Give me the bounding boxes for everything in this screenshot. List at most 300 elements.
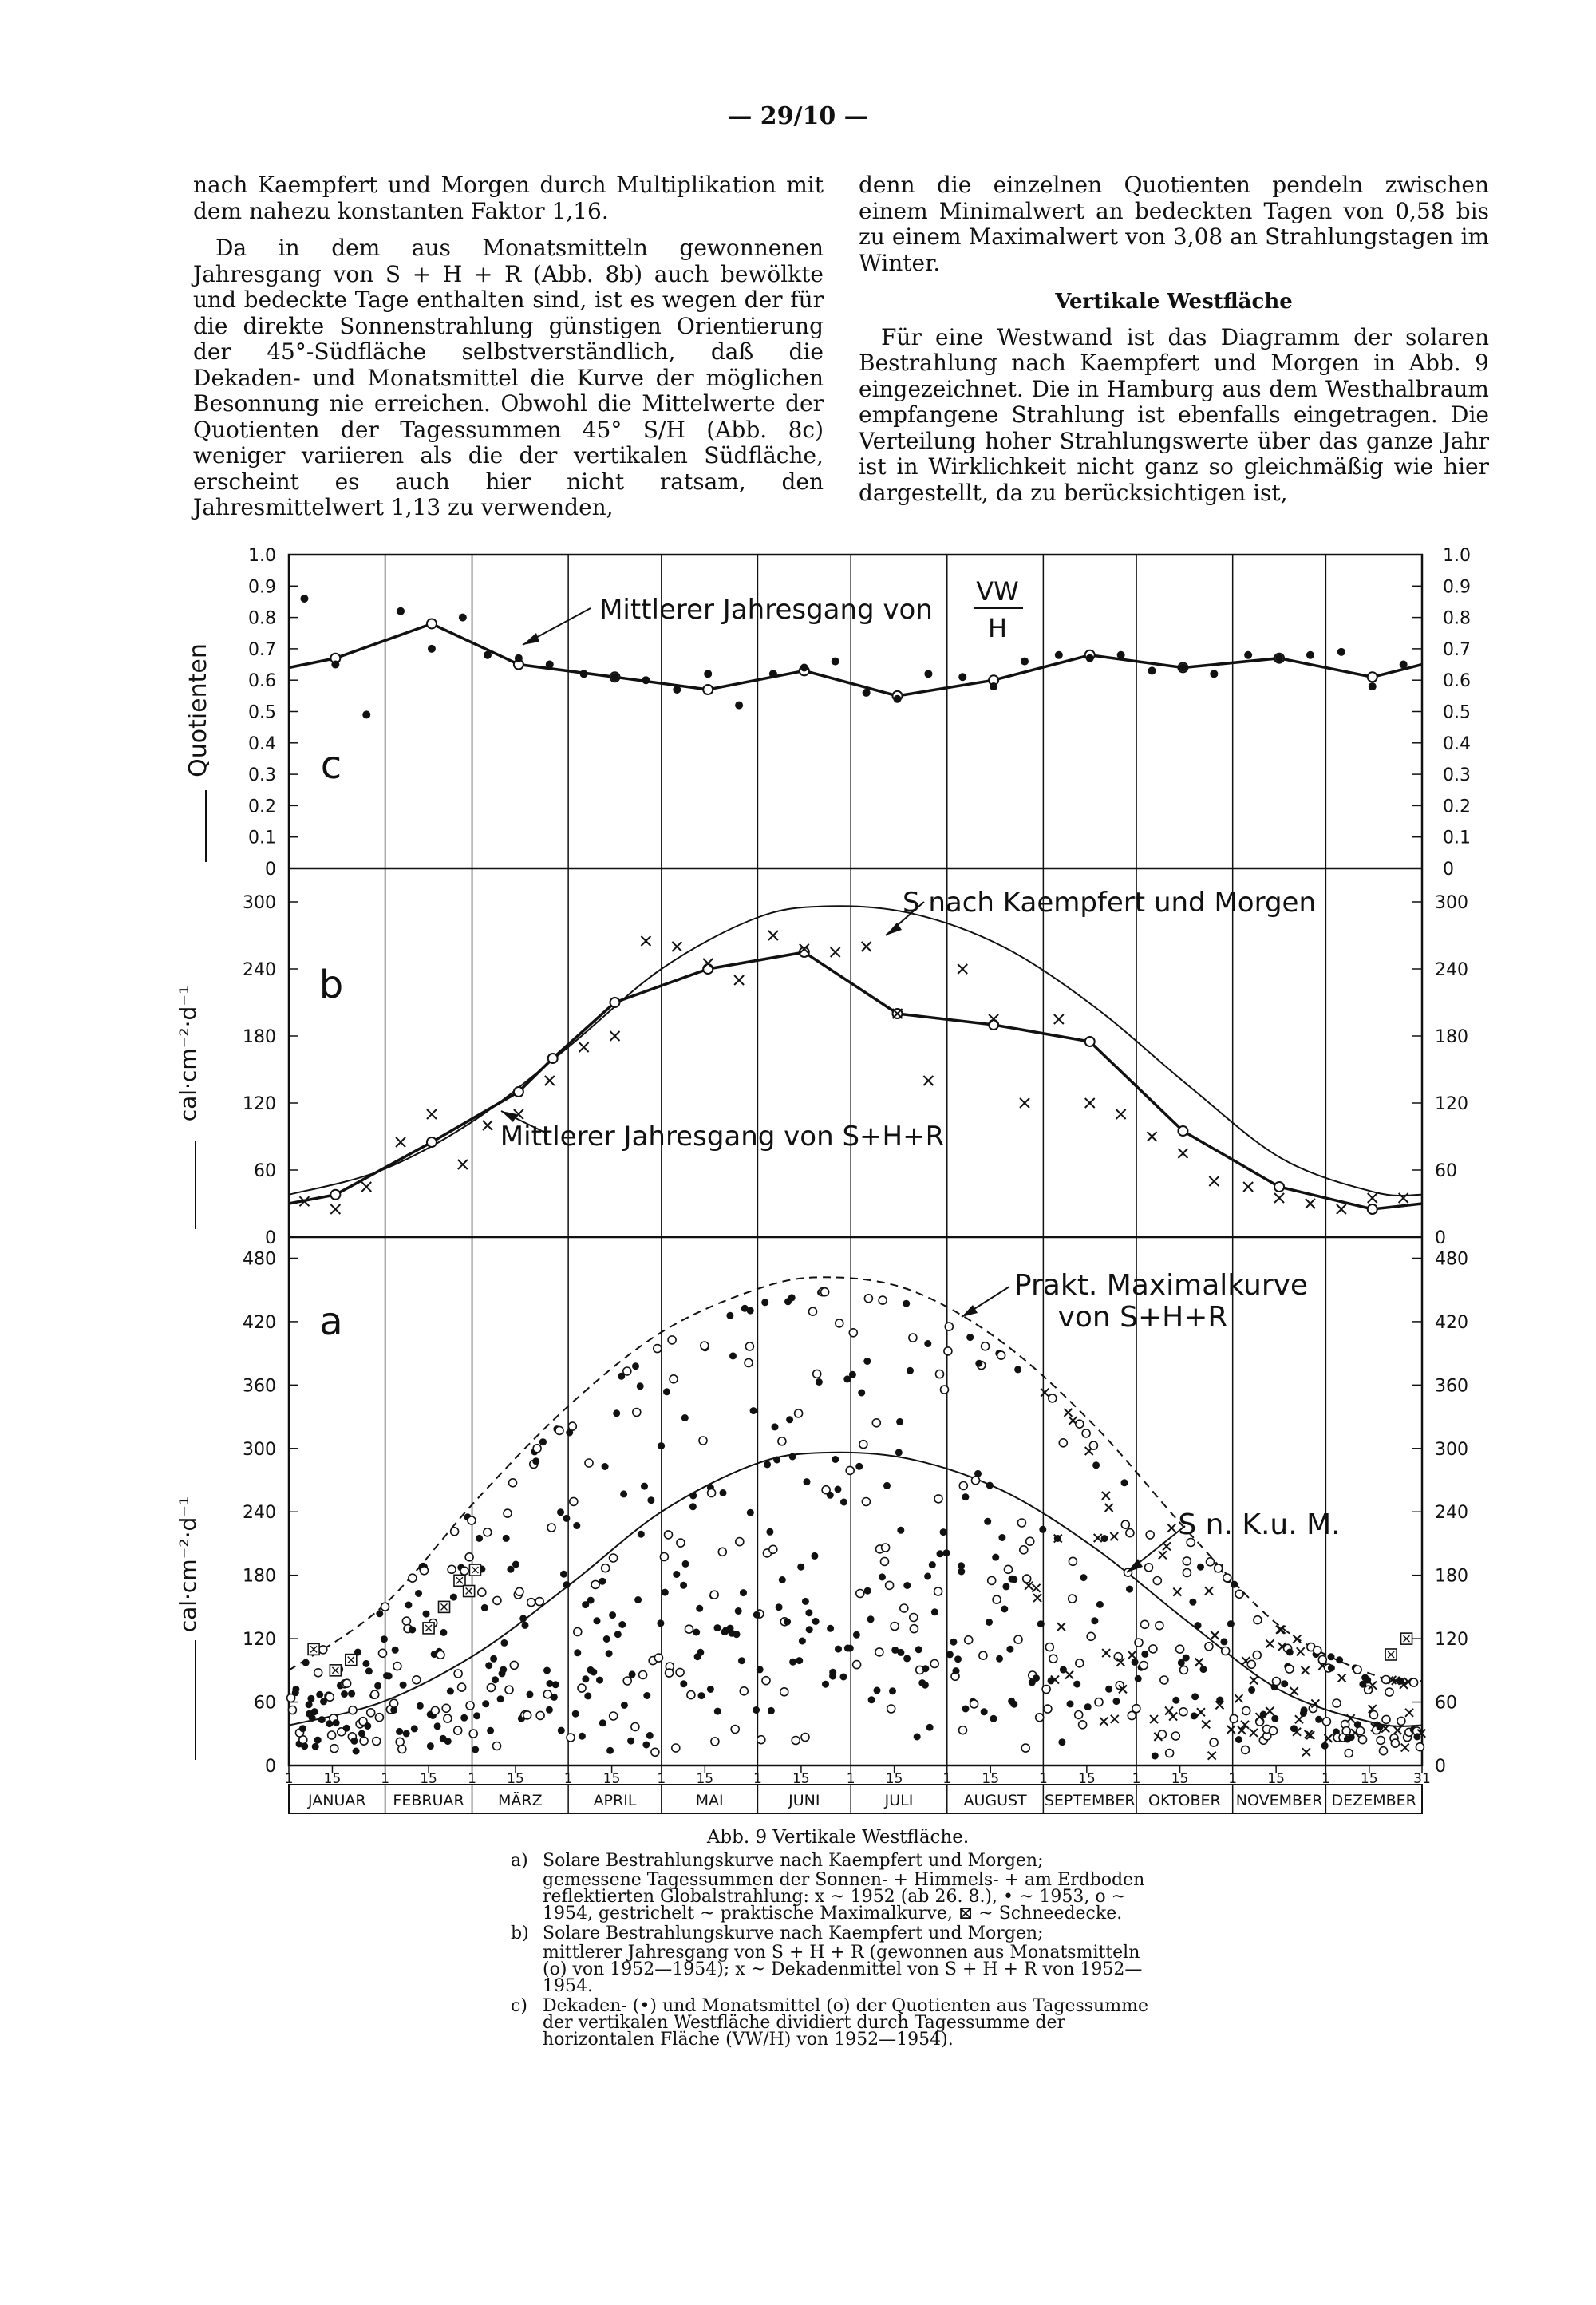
data-point-1953 xyxy=(314,1737,322,1744)
data-point-monthly xyxy=(427,1137,437,1147)
month-label: MAI xyxy=(695,1792,724,1809)
data-point-1953 xyxy=(374,1682,381,1690)
data-point-1953 xyxy=(858,1390,865,1397)
data-point-1953 xyxy=(855,1463,863,1470)
data-point-1953 xyxy=(1152,1753,1159,1760)
y-tick-label: 480 xyxy=(243,1249,276,1270)
data-point-1954 xyxy=(930,1660,938,1668)
data-point-1953 xyxy=(812,1618,820,1625)
data-point-decade xyxy=(428,645,436,653)
data-point-1954 xyxy=(1342,1727,1350,1735)
data-point-1953 xyxy=(641,1483,648,1490)
data-point-1953 xyxy=(552,1681,559,1688)
data-point-1954 xyxy=(1410,1678,1418,1686)
data-point-1954 xyxy=(591,1580,599,1588)
data-point-1953 xyxy=(996,1655,1003,1663)
data-point-1953 xyxy=(832,1456,839,1463)
data-point-1953 xyxy=(598,1578,606,1585)
data-point-1953 xyxy=(903,1582,911,1589)
x-tick-label: 1 xyxy=(468,1771,476,1787)
data-point-1953 xyxy=(689,1503,697,1510)
y-tick-label: 0.7 xyxy=(248,639,276,660)
data-point-1954 xyxy=(993,1595,1001,1603)
y-tick-label: 420 xyxy=(243,1312,276,1333)
data-point-decade xyxy=(1178,1149,1187,1158)
data-point-1953 xyxy=(986,1619,993,1626)
data-point-1954 xyxy=(900,1604,908,1612)
data-point-1954 xyxy=(487,1684,495,1692)
data-point-1953 xyxy=(1183,1655,1190,1662)
y-tick-label: 300 xyxy=(1435,893,1468,913)
data-point-1953 xyxy=(879,1573,886,1580)
data-point-1953 xyxy=(1073,1681,1080,1688)
data-point-1954 xyxy=(882,1544,890,1552)
data-point-1953 xyxy=(472,1746,479,1753)
y-tick-label: 180 xyxy=(1435,1027,1468,1047)
data-point-1954 xyxy=(1156,1622,1163,1630)
data-point-1954 xyxy=(493,1742,501,1750)
data-point-1953 xyxy=(492,1676,499,1683)
page-number: — 29/10 — xyxy=(728,102,868,130)
data-point-1952 xyxy=(1227,1726,1235,1734)
data-point-1954 xyxy=(934,1495,942,1503)
caption-title: Abb. 9 Vertikale Westfläche. xyxy=(706,1827,970,1848)
data-point-1952 xyxy=(1165,1707,1173,1715)
data-point-decade xyxy=(330,1204,340,1214)
data-point-1954 xyxy=(1023,1575,1031,1583)
data-point-1952 xyxy=(1197,1708,1205,1716)
data-point-1953 xyxy=(341,1690,348,1698)
data-point-1954 xyxy=(288,1706,296,1714)
data-point-1953 xyxy=(1220,1638,1227,1645)
data-point-1954 xyxy=(982,1342,990,1350)
data-point-1954 xyxy=(687,1691,695,1699)
x-tick-label: 15 xyxy=(792,1771,810,1787)
y-tick-label: 0.8 xyxy=(248,608,276,629)
data-point-1953 xyxy=(606,1747,614,1754)
data-point-1954 xyxy=(1014,1635,1022,1643)
data-point-decade xyxy=(1054,1014,1064,1024)
data-point-1954 xyxy=(328,1731,336,1739)
data-point-1954 xyxy=(1353,1666,1361,1674)
data-point-1953 xyxy=(768,1707,775,1714)
data-point-1954 xyxy=(1042,1686,1050,1694)
data-point-1953 xyxy=(409,1627,416,1634)
data-point-1953 xyxy=(766,1528,773,1536)
data-point-1953 xyxy=(773,1457,780,1464)
data-point-1953 xyxy=(802,1598,809,1605)
data-point-decade xyxy=(300,595,308,603)
data-point-1953 xyxy=(1006,1646,1013,1653)
data-point-1954 xyxy=(1045,1643,1053,1651)
data-point-1953 xyxy=(527,1691,534,1698)
data-point-1954 xyxy=(1382,1715,1390,1723)
x-tick-label: 1 xyxy=(753,1771,762,1787)
data-point-decade xyxy=(958,964,967,974)
y-tick-label: 0.5 xyxy=(248,702,276,723)
data-point-1954 xyxy=(910,1614,918,1622)
data-point-1954 xyxy=(448,1565,456,1573)
data-point-1954 xyxy=(330,1745,338,1753)
data-point-1953 xyxy=(868,1696,875,1703)
data-point-1954 xyxy=(1158,1730,1166,1738)
data-point-1953 xyxy=(1084,1703,1092,1710)
data-point-1954 xyxy=(708,1489,716,1497)
data-point-1954 xyxy=(1141,1620,1149,1628)
chart-annotation: S n. K.u. M. xyxy=(1178,1508,1341,1541)
data-point-1953 xyxy=(503,1535,510,1542)
data-point-1953 xyxy=(714,1624,721,1631)
data-point-1953 xyxy=(863,1358,871,1365)
month-label: SEPTEMBER xyxy=(1044,1792,1136,1809)
data-point-decade xyxy=(1400,661,1408,669)
data-point-1953 xyxy=(1080,1574,1087,1581)
data-point-1953 xyxy=(926,1724,934,1731)
data-point-1952 xyxy=(1290,1687,1298,1695)
data-point-1954 xyxy=(547,1524,555,1532)
data-point-1953 xyxy=(733,1631,741,1638)
data-point-1953 xyxy=(1271,1715,1278,1722)
data-point-1954 xyxy=(1017,1519,1025,1527)
data-point-decade xyxy=(1274,1193,1284,1203)
data-point-1953 xyxy=(1101,1535,1108,1542)
y-tick-label: 0 xyxy=(1435,1228,1446,1248)
caption-key: b) xyxy=(511,1923,529,1943)
data-point-monthly xyxy=(1085,1037,1095,1046)
data-point-1953 xyxy=(632,1362,639,1370)
data-point-1953 xyxy=(1126,1586,1133,1593)
data-point-1953 xyxy=(1189,1599,1196,1606)
series-line-monthly xyxy=(289,624,1422,696)
data-point-1954 xyxy=(1380,1747,1388,1755)
data-point-decade xyxy=(1179,663,1187,671)
data-point-1953 xyxy=(579,1733,586,1740)
data-point-1953 xyxy=(689,1493,697,1500)
data-point-1953 xyxy=(482,1700,489,1707)
data-point-1953 xyxy=(481,1604,488,1611)
data-point-1953 xyxy=(381,1635,388,1643)
data-point-decade xyxy=(863,689,871,697)
data-point-1953 xyxy=(1010,1701,1017,1708)
data-point-1953 xyxy=(490,1655,497,1663)
data-point-1953 xyxy=(784,1619,791,1626)
data-point-decade xyxy=(1243,1182,1253,1192)
data-point-1953 xyxy=(946,1651,954,1658)
y-tick-label: 0.5 xyxy=(1443,702,1471,723)
data-point-1953 xyxy=(897,1527,904,1534)
data-point-1954 xyxy=(523,1711,531,1719)
month-label: JANUAR xyxy=(308,1792,366,1809)
data-point-1954 xyxy=(379,1649,387,1657)
data-point-1952 xyxy=(1293,1635,1301,1643)
data-point-1954 xyxy=(1069,1557,1077,1565)
data-point-1952 xyxy=(1150,1715,1158,1723)
data-point-1953 xyxy=(847,1645,854,1652)
paragraph: denn die einzelnen Quotienten pendeln zwischen einem Minimalwert an bedeckten Tagen von 0,58 bis zu einem Maximalwert von 3,08 an Strahlungstagen im Winter. xyxy=(859,172,1489,276)
data-point-1954 xyxy=(402,1617,410,1625)
month-label: MÄRZ xyxy=(498,1792,543,1809)
data-point-decade xyxy=(1117,651,1125,659)
data-point-1954 xyxy=(1254,1616,1262,1624)
data-point-1953 xyxy=(440,1629,447,1636)
data-point-1953 xyxy=(396,1728,403,1735)
data-point-1954 xyxy=(792,1737,800,1745)
data-point-decade xyxy=(1020,1098,1029,1108)
data-point-1954 xyxy=(442,1704,450,1712)
y-tick-label: 0.3 xyxy=(1443,765,1471,786)
data-point-1953 xyxy=(658,1442,665,1449)
y-tick-label: 0.1 xyxy=(248,828,276,848)
data-point-1954 xyxy=(1005,1565,1013,1573)
data-point-1953 xyxy=(747,1307,754,1315)
data-point-1954 xyxy=(676,1668,684,1676)
data-point-1954 xyxy=(375,1714,383,1722)
data-point-1953 xyxy=(532,1457,539,1465)
data-point-1954 xyxy=(1391,1739,1399,1747)
data-point-1952 xyxy=(1128,1651,1136,1659)
chart-annotation: S nach Kaempfert und Morgen xyxy=(902,887,1317,919)
data-point-1954 xyxy=(1079,1721,1087,1729)
y-tick-label: 0.9 xyxy=(1443,577,1471,598)
data-point-1953 xyxy=(1092,1461,1100,1469)
y-tick-label: 0.4 xyxy=(1443,733,1471,754)
data-point-1954 xyxy=(1286,1665,1294,1673)
x-tick-label: 15 xyxy=(323,1771,342,1787)
data-point-1952 xyxy=(1266,1707,1274,1715)
data-point-1954 xyxy=(1089,1441,1097,1449)
caption-subtext: mittlerer Jahresgang von S + H + R (gewonnen aus Monatsmitteln (o) von 1952—1954); x ~ Dekadenmittel von S + H + R von 1952—1954. xyxy=(543,1943,1143,1996)
y-tick-label: 300 xyxy=(243,1439,276,1460)
data-point-1953 xyxy=(392,1647,399,1654)
data-point-1954 xyxy=(367,1709,375,1717)
data-point-1954 xyxy=(1082,1429,1090,1437)
data-point-1953 xyxy=(1113,1698,1120,1705)
data-point-1953 xyxy=(444,1738,452,1745)
data-point-1953 xyxy=(606,1650,613,1657)
data-point-1953 xyxy=(726,1312,733,1319)
data-point-1953 xyxy=(584,1692,591,1699)
data-point-1953 xyxy=(400,1682,407,1689)
data-point-1954 xyxy=(1223,1574,1231,1582)
data-point-1952 xyxy=(1105,1504,1113,1512)
data-point-decade xyxy=(1306,651,1314,659)
y-tick-label: 0.4 xyxy=(248,733,276,754)
data-point-1953 xyxy=(786,1416,793,1423)
data-point-1954 xyxy=(668,1336,676,1344)
data-point-1953 xyxy=(1141,1651,1148,1658)
y-tick-label: 180 xyxy=(243,1027,276,1047)
data-point-1953 xyxy=(627,1738,634,1745)
y-tick-label: 300 xyxy=(1435,1439,1468,1460)
data-point-1954 xyxy=(1222,1647,1230,1655)
data-point-1953 xyxy=(572,1710,579,1718)
x-tick-label: 15 xyxy=(885,1771,903,1787)
data-point-decade xyxy=(1148,1132,1157,1141)
data-point-1954 xyxy=(568,1422,576,1430)
data-point-1953 xyxy=(822,1681,829,1688)
data-point-1953 xyxy=(729,1352,737,1359)
data-point-monthly xyxy=(703,685,713,694)
y-tick-label: 120 xyxy=(243,1094,276,1114)
data-point-1953 xyxy=(853,1631,860,1639)
y-tick-label: 240 xyxy=(243,1503,276,1524)
y-tick-label: 180 xyxy=(243,1566,276,1587)
data-point-1953 xyxy=(735,1607,742,1615)
month-label: FEBRUAR xyxy=(393,1792,464,1809)
data-point-1953 xyxy=(594,1617,601,1624)
data-point-1953 xyxy=(637,1382,644,1390)
data-point-1954 xyxy=(1397,1717,1405,1725)
data-point-1953 xyxy=(1235,1736,1242,1743)
data-point-1954 xyxy=(535,1598,543,1606)
y-tick-label: 0 xyxy=(1443,860,1454,880)
data-point-1953 xyxy=(318,1716,326,1723)
data-point-1954 xyxy=(1126,1529,1134,1537)
data-point-1953 xyxy=(614,1631,622,1638)
data-point-1954 xyxy=(1020,1546,1028,1554)
data-point-1953 xyxy=(427,1742,434,1750)
data-point-1953 xyxy=(1001,1606,1008,1613)
data-point-1952 xyxy=(1033,1584,1041,1592)
data-point-1954 xyxy=(1183,1569,1191,1577)
data-point-1954 xyxy=(1036,1714,1044,1722)
data-point-1954 xyxy=(527,1599,535,1607)
data-point-1953 xyxy=(447,1688,454,1695)
data-point-1953 xyxy=(835,1486,842,1493)
data-point-1953 xyxy=(986,1482,994,1489)
data-point-1952 xyxy=(1202,1720,1210,1728)
data-point-1953 xyxy=(543,1667,551,1674)
data-point-1954 xyxy=(1318,1656,1326,1664)
data-point-1954 xyxy=(578,1684,586,1692)
data-point-1953 xyxy=(992,1554,999,1561)
data-point-1954 xyxy=(444,1714,452,1722)
section-heading: Vertikale Westfläche xyxy=(1055,290,1293,314)
data-point-1953 xyxy=(789,1453,796,1461)
data-point-1953 xyxy=(975,1360,982,1367)
data-point-1953 xyxy=(309,1714,316,1722)
data-point-1953 xyxy=(922,1682,929,1689)
data-point-1954 xyxy=(909,1334,917,1342)
data-point-decade xyxy=(990,682,998,690)
data-point-1954 xyxy=(862,1498,870,1506)
data-point-decade xyxy=(1116,1109,1126,1119)
data-point-1954 xyxy=(1069,1595,1077,1603)
data-point-1954 xyxy=(639,1671,647,1679)
data-point-1953 xyxy=(714,1708,721,1715)
data-point-1954 xyxy=(1166,1750,1174,1757)
data-point-1953 xyxy=(1321,1742,1329,1750)
y-tick-label: 0.6 xyxy=(248,671,276,692)
data-point-1953 xyxy=(558,1727,565,1734)
data-point-1954 xyxy=(574,1628,582,1636)
y-tick-label: 180 xyxy=(1435,1566,1468,1587)
data-point-1953 xyxy=(1300,1710,1307,1717)
data-point-1953 xyxy=(590,1669,597,1676)
data-point-1954 xyxy=(398,1746,406,1753)
data-point-1954 xyxy=(875,1648,883,1656)
data-point-1953 xyxy=(1286,1649,1294,1656)
data-point-1953 xyxy=(376,1610,383,1617)
data-point-1953 xyxy=(301,1742,308,1750)
data-point-1952 xyxy=(1276,1626,1284,1634)
data-point-1954 xyxy=(1333,1699,1341,1707)
data-point-1953 xyxy=(962,1493,969,1500)
data-point-1953 xyxy=(411,1725,418,1732)
data-point-1954 xyxy=(801,1734,809,1742)
data-point-1953 xyxy=(602,1463,609,1470)
data-point-1953 xyxy=(582,1675,589,1682)
data-point-1954 xyxy=(740,1687,748,1695)
data-point-1954 xyxy=(510,1661,518,1669)
data-point-1953 xyxy=(750,1407,757,1414)
x-tick-label: 15 xyxy=(1171,1771,1189,1787)
data-point-decade xyxy=(1306,1199,1315,1208)
data-point-decade xyxy=(427,1109,437,1119)
data-point-1952 xyxy=(1100,1718,1108,1726)
data-point-1953 xyxy=(1039,1526,1046,1533)
data-point-1954 xyxy=(836,1319,843,1327)
data-point-1954 xyxy=(437,1651,444,1659)
data-point-1954 xyxy=(1075,1711,1083,1719)
data-point-1954 xyxy=(1076,1659,1084,1667)
data-point-1953 xyxy=(460,1714,468,1722)
data-point-1954 xyxy=(633,1409,641,1417)
data-point-1953 xyxy=(539,1438,547,1445)
data-point-1954 xyxy=(1210,1738,1218,1746)
annotation-arrowhead xyxy=(523,633,539,645)
data-point-1953 xyxy=(804,1478,811,1485)
data-point-1954 xyxy=(665,1531,673,1539)
data-point-1953 xyxy=(753,1611,760,1619)
caption-text: Solare Bestrahlungskurve nach Kaempfert und Morgen; xyxy=(543,1851,1044,1871)
data-point-1953 xyxy=(954,1655,962,1663)
data-point-decade xyxy=(734,975,744,985)
month-label: APRIL xyxy=(593,1792,637,1809)
data-point-1953 xyxy=(697,1649,704,1656)
x-tick-label: 1 xyxy=(1321,1771,1330,1787)
data-point-1953 xyxy=(1096,1601,1104,1608)
chart-annotation: von S+H+R xyxy=(1057,1301,1228,1334)
data-point-1953 xyxy=(563,1515,570,1522)
data-point-monthly xyxy=(427,619,437,628)
data-point-1953 xyxy=(1033,1674,1040,1682)
data-point-1953 xyxy=(507,1566,514,1573)
data-point-1954 xyxy=(454,1726,462,1734)
data-point-1953 xyxy=(1336,1656,1343,1663)
data-point-1953 xyxy=(990,1715,998,1722)
data-point-1954 xyxy=(509,1479,517,1487)
data-point-1954 xyxy=(780,1688,788,1696)
data-point-1953 xyxy=(940,1528,947,1536)
data-point-1953 xyxy=(1195,1622,1202,1629)
data-point-1953 xyxy=(634,1596,642,1603)
data-point-1953 xyxy=(738,1657,745,1664)
panel-letter: c xyxy=(320,743,342,788)
data-point-1954 xyxy=(585,1459,593,1467)
data-point-1954 xyxy=(454,1670,462,1678)
data-point-1953 xyxy=(827,1625,834,1632)
data-point-1954 xyxy=(567,1734,575,1742)
data-point-1954 xyxy=(887,1705,895,1713)
data-point-1953 xyxy=(638,1531,645,1538)
data-point-1953 xyxy=(903,1300,910,1307)
data-point-1952 xyxy=(1302,1748,1310,1756)
data-point-1954 xyxy=(343,1679,351,1687)
data-point-1953 xyxy=(415,1590,422,1597)
data-point-1954 xyxy=(1357,1727,1365,1735)
data-point-1954 xyxy=(849,1329,857,1337)
